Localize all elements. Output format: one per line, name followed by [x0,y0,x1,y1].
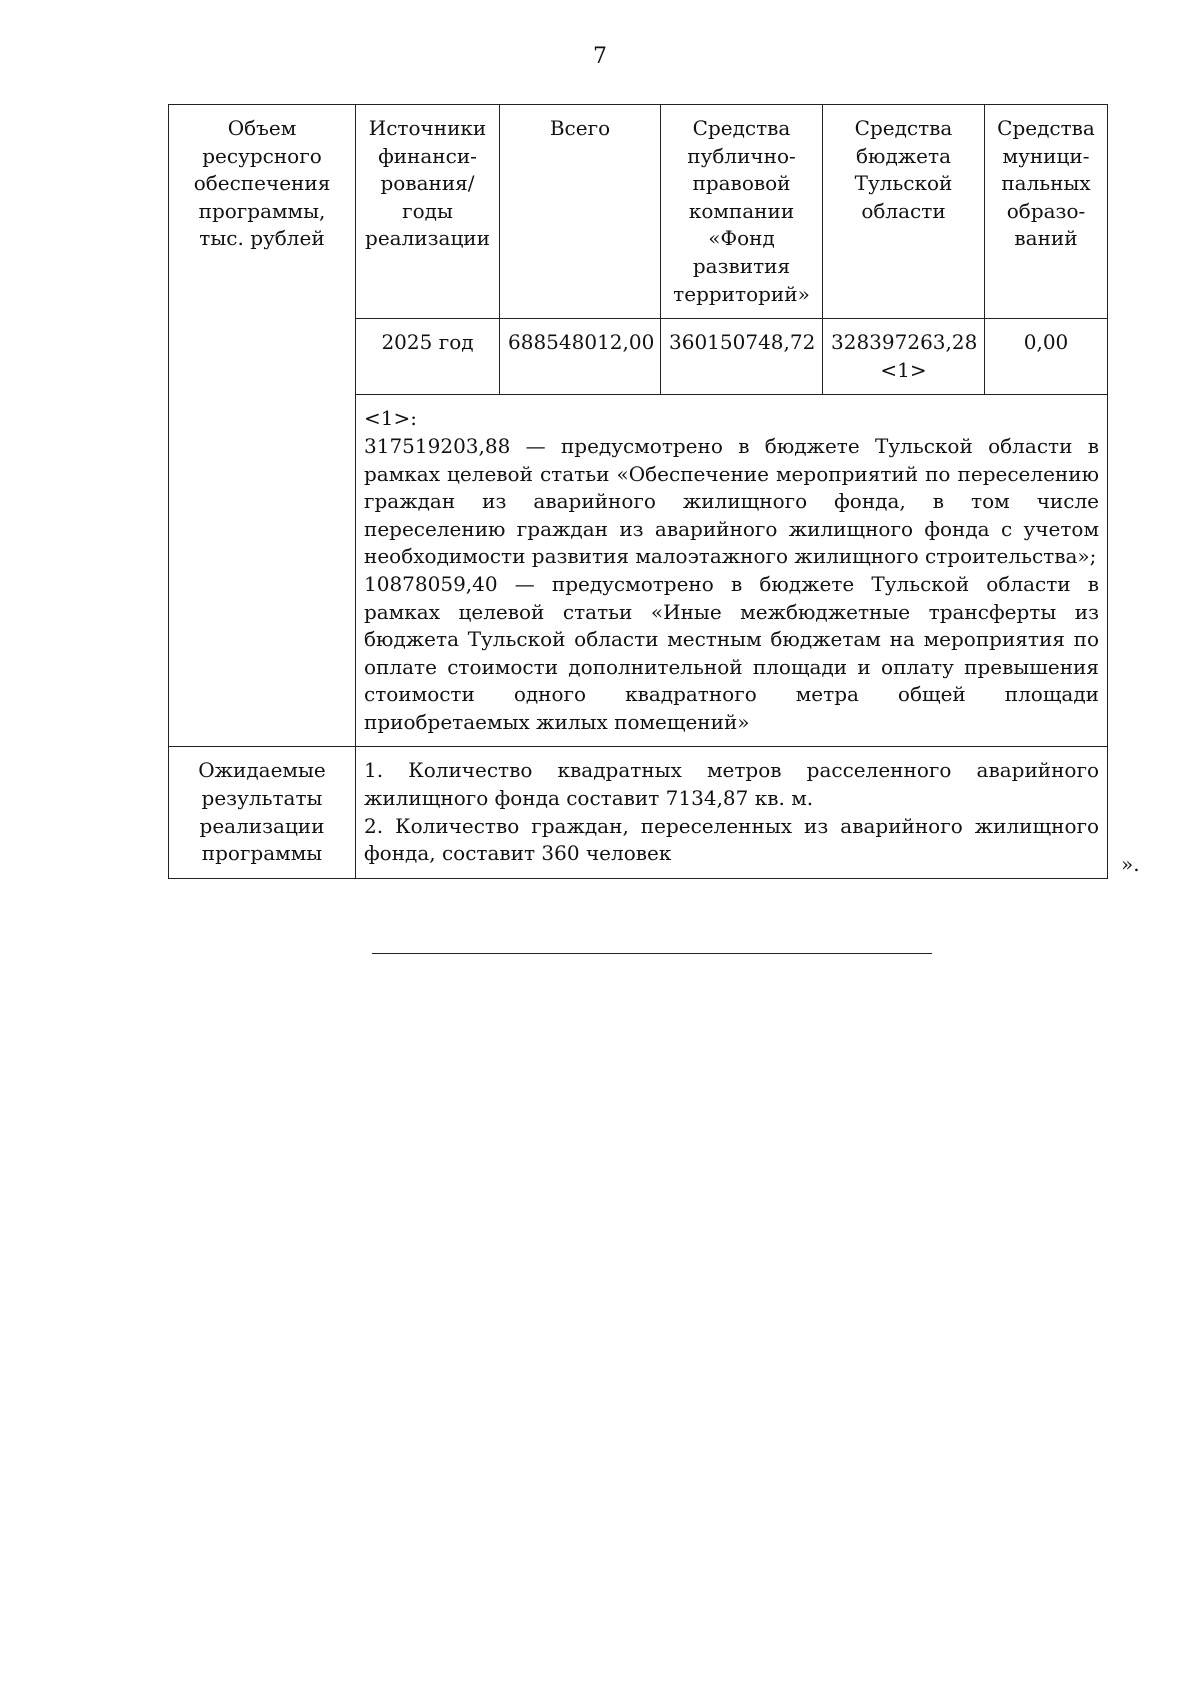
header-sources-label: Источники финанси-рования/ годы реализации [365,116,490,251]
header-sources [356,105,500,319]
table-header-row [169,105,1108,319]
program-passport-table [168,104,1108,879]
header-regional-budget [823,105,985,319]
cell-fund: 360150748,72 [661,319,823,395]
header-fund-label: Средства публично-правовой компании «Фонд развития территорий» [673,116,810,306]
footnote-paragraph: 317519203,88 — предусмотрено в бюджете Тульской области в рамках целевой статьи «Обеспечение мероприятий по переселению граждан из аварийного жилищного фонда, в том числе переселению граждан из аварийного жилищного фонда с учетом необходимости развития малоэтажного жилищного строительства»; [364,433,1099,569]
results-label-cell [169,747,356,878]
header-municipal-label: Средства муници-пальных образо-ваний [997,116,1095,251]
cell-municipal: 0,00 [985,319,1108,395]
cell-total: 688548012,00 [500,319,661,395]
header-municipal [985,105,1108,319]
results-row [169,747,1108,878]
cell-regional: 328397263,28 <1> [823,319,985,395]
cell-year: 2025 год [356,319,500,395]
header-total-label: Всего [549,116,611,140]
footnote-marker: <1>: [364,406,417,431]
end-rule-divider [372,953,932,954]
resource-label: Объем ресурсного обеспечения программы, тыс. рублей [193,116,331,251]
results-label: Ожидаемые результаты реализации программы [198,758,326,866]
header-fund [661,105,823,319]
footnote-paragraph: 10878059,40 — предусмотрено в бюджете Тульской области в рамках целевой статьи «Иные межбюджетные трансферты из бюджета Тульской области местным бюджетам на мероприятия по оплате стоимости дополнительной площади и оплату превышения стоимости одного квадратного метра общей площади приобретаемых жилых помещений» [364,571,1099,734]
footnote-cell [356,395,1108,747]
resource-label-cell [169,105,356,747]
closing-quote: ». [1121,852,1140,876]
header-regional-budget-label: Средства бюджета Тульской области [854,116,953,223]
result-item: 2. Количество граждан, переселенных из аварийного жилищного фонда, составит 360 человек [364,813,1099,866]
results-cell [356,747,1108,878]
result-item: 1. Количество квадратных метров расселенного аварийного жилищного фонда составит 7134,87 кв. м. [364,758,1099,811]
header-total [500,105,661,319]
page-number: 7 [593,44,607,69]
